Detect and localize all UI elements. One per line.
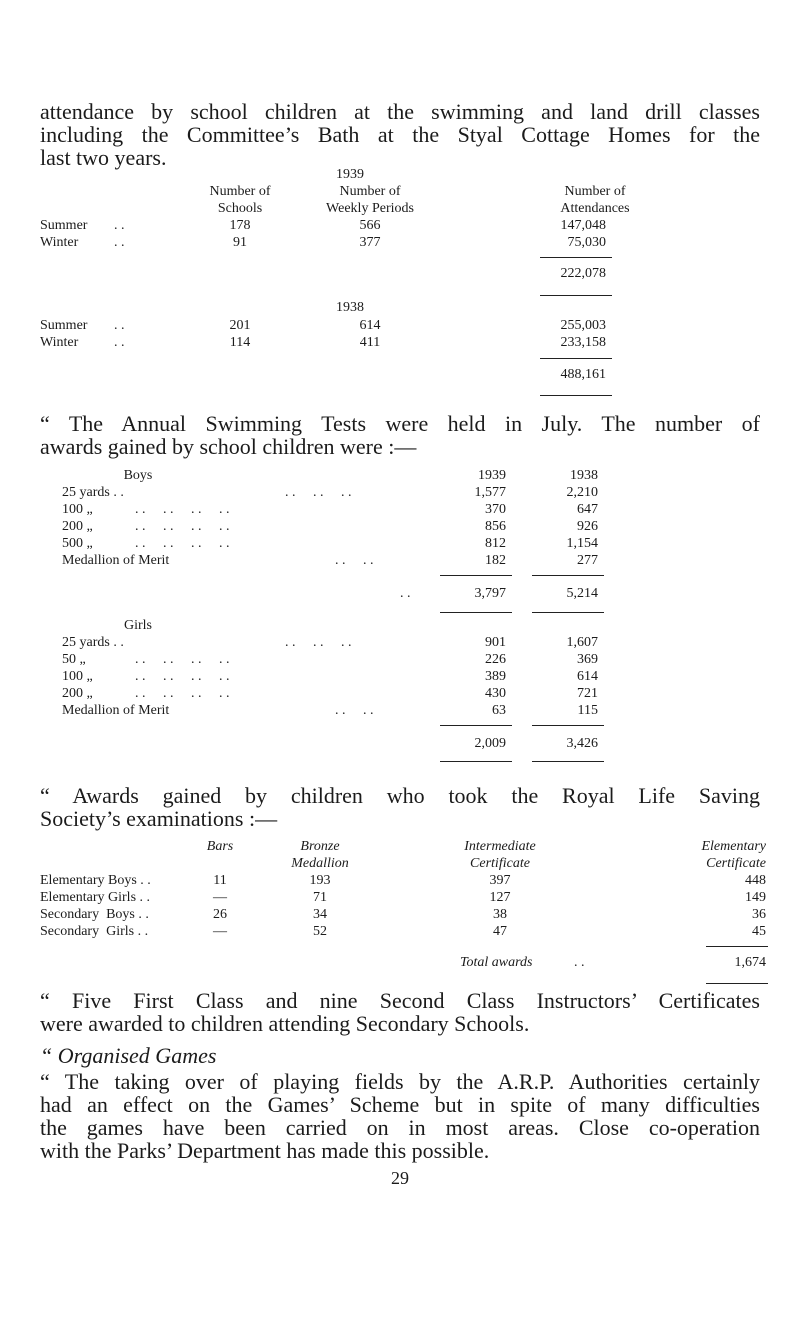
- swimming-intro: [40, 412, 760, 458]
- sum-rule: [532, 575, 604, 576]
- intermediate-value: 38: [493, 907, 507, 922]
- girls-total-1938: 3,426: [566, 736, 598, 751]
- intermediate-value: 47: [493, 924, 507, 939]
- boys-total-1938: 5,214: [566, 586, 598, 601]
- leader-dots: . . . .: [335, 553, 374, 568]
- bronze-value: 52: [313, 924, 327, 939]
- row-label: Elementary Girls . .: [40, 890, 151, 905]
- attendances-value: 147,048: [560, 218, 606, 233]
- organised-games-section: [40, 1044, 760, 1162]
- row-label: 25 yards . .: [62, 485, 124, 500]
- row-label: Secondary Boys . .: [40, 907, 149, 922]
- intro-paragraph: [40, 100, 760, 169]
- year-heading-1938: 1938: [336, 300, 364, 315]
- text-line: with the Parks’ Department has made this possible.: [40, 1138, 490, 1163]
- leader-dots: . .: [114, 235, 125, 250]
- schools-value: 91: [233, 235, 247, 250]
- elementary-value: 448: [745, 873, 766, 888]
- row-label: 50 „: [62, 652, 86, 667]
- value-1939: 226: [485, 652, 506, 667]
- sum-rule: [440, 612, 512, 613]
- value-1939: 63: [492, 703, 506, 718]
- value-1938: 1,154: [566, 536, 598, 551]
- year-heading-1939: 1939: [336, 167, 364, 182]
- periods-value: 614: [359, 318, 381, 333]
- season-label: Summer: [40, 318, 88, 333]
- leader-dots: . . . . . . . .: [135, 652, 230, 667]
- sum-rule: [532, 761, 604, 762]
- sum-rule: [440, 725, 512, 726]
- certificates-paragraph: [40, 989, 760, 1035]
- sum-rule: [532, 612, 604, 613]
- col-header-intermediate-1: Intermediate: [464, 839, 536, 854]
- text-line: “ The Annual Swimming Tests were held in July. The number of: [40, 411, 760, 436]
- leader-dots: . . . . . . . .: [135, 686, 230, 701]
- total-awards-value: 1,674: [734, 955, 766, 970]
- text-line: “ The taking over of playing fields by the A.R.P. Authorities certainly: [40, 1069, 760, 1094]
- sum-rule: [706, 983, 768, 984]
- bars-value: 26: [213, 907, 227, 922]
- row-label: 200 „: [62, 519, 93, 534]
- leader-dots: . .: [574, 955, 585, 970]
- sum-rule: [706, 946, 768, 947]
- text-line: “ Awards gained by children who took the Royal Life Saving: [40, 783, 760, 808]
- value-1939: 370: [485, 502, 506, 517]
- leader-dots: . .: [114, 318, 125, 333]
- row-label: 25 yards . .: [62, 635, 124, 650]
- bronze-value: 71: [313, 890, 327, 905]
- value-1939: 856: [485, 519, 506, 534]
- periods-value: 411: [359, 335, 381, 350]
- attendances-value: 255,003: [560, 318, 606, 333]
- text-line: “ Five First Class and nine Second Class Instructors’ Certificates: [40, 988, 760, 1013]
- leader-dots: . . . .: [335, 703, 374, 718]
- text-line: had an effect on the Games’ Scheme but in spite of many difficulties: [40, 1092, 760, 1117]
- value-1938: 721: [577, 686, 598, 701]
- elementary-value: 36: [752, 907, 766, 922]
- value-1938: 647: [577, 502, 598, 517]
- schools-value: 114: [229, 335, 251, 350]
- attendances-value: 75,030: [567, 235, 606, 250]
- page-number: 29: [391, 1168, 409, 1188]
- row-label: Elementary Boys . .: [40, 873, 151, 888]
- sum-rule: [540, 257, 612, 258]
- intermediate-value: 127: [489, 890, 511, 905]
- col-header-intermediate-2: Certificate: [470, 856, 530, 871]
- total-1939: 222,078: [560, 266, 606, 281]
- value-1939: 430: [485, 686, 506, 701]
- col-header-schools-2: Schools: [217, 201, 263, 216]
- sum-rule: [440, 761, 512, 762]
- col-header-schools-1: Number of: [209, 184, 271, 199]
- leader-dots: . .: [114, 218, 125, 233]
- bronze-value: 193: [309, 873, 331, 888]
- row-label: 500 „: [62, 536, 93, 551]
- value-1939: 901: [485, 635, 506, 650]
- value-1938: 369: [577, 652, 598, 667]
- elementary-value: 45: [752, 924, 766, 939]
- row-label: Secondary Girls . .: [40, 924, 149, 939]
- periods-value: 377: [359, 235, 381, 250]
- bars-value: —: [213, 890, 227, 905]
- value-1938: 926: [577, 519, 598, 534]
- bronze-value: 34: [313, 907, 327, 922]
- section-heading: “ Organised Games: [40, 1043, 217, 1068]
- text-line: last two years.: [40, 145, 167, 170]
- value-1939: 1,577: [474, 485, 506, 500]
- col-header-elementary-2: Certificate: [706, 856, 766, 871]
- rls-intro: [40, 784, 760, 830]
- text-line: attendance by school children at the swimming and land drill classes: [40, 99, 760, 124]
- row-label: 200 „: [62, 686, 93, 701]
- season-label: Winter: [40, 335, 79, 350]
- boys-heading: Boys: [123, 468, 153, 483]
- sum-rule: [540, 358, 612, 359]
- col-header-bronze-1: Bronze: [300, 839, 340, 854]
- sum-rule: [540, 395, 612, 396]
- row-label: Medallion of Merit: [62, 703, 170, 718]
- leader-dots: . . . . . . . .: [135, 536, 230, 551]
- value-1939: 812: [485, 536, 506, 551]
- value-1938: 277: [577, 553, 598, 568]
- col-header-attendances-1: Number of: [564, 184, 626, 199]
- value-1939: 389: [485, 669, 506, 684]
- value-1938: 115: [577, 703, 598, 718]
- leader-dots: . .: [400, 586, 411, 601]
- season-label: Summer: [40, 218, 88, 233]
- row-label: 100 „: [62, 669, 93, 684]
- leader-dots: . . . . . . . .: [135, 669, 230, 684]
- text-line: Society’s examinations :—: [40, 806, 278, 831]
- value-1938: 1,607: [566, 635, 598, 650]
- col-header-1938: 1938: [570, 468, 598, 483]
- col-header-attendances-2: Attendances: [560, 201, 630, 216]
- schools-value: 178: [229, 218, 251, 233]
- total-1938: 488,161: [560, 367, 606, 382]
- intermediate-value: 397: [489, 873, 511, 888]
- total-awards-label: Total awards: [460, 955, 533, 970]
- sum-rule: [540, 295, 612, 296]
- leader-dots: . . . . . .: [285, 485, 352, 500]
- leader-dots: . . . . . . . .: [135, 519, 230, 534]
- row-label: Medallion of Merit: [62, 553, 170, 568]
- leader-dots: . . . . . .: [285, 635, 352, 650]
- col-header-periods-1: Number of: [339, 184, 401, 199]
- leader-dots: . .: [114, 335, 125, 350]
- text-line: including the Committee’s Bath at the Styal Cottage Homes for the: [40, 122, 760, 147]
- col-header-1939: 1939: [478, 468, 506, 483]
- col-header-periods-2: Weekly Periods: [326, 201, 414, 216]
- value-1939: 182: [485, 553, 506, 568]
- bars-value: 11: [213, 873, 227, 888]
- col-header-bars: Bars: [206, 839, 234, 854]
- value-1938: 614: [577, 669, 598, 684]
- text-line: were awarded to children attending Secondary Schools.: [40, 1011, 530, 1036]
- text-line: awards gained by school children were :—: [40, 434, 417, 459]
- periods-value: 566: [359, 218, 381, 233]
- boys-total-1939: 3,797: [474, 586, 506, 601]
- col-header-bronze-2: Medallion: [291, 856, 349, 871]
- schools-value: 201: [229, 318, 251, 333]
- col-header-elementary-1: Elementary: [701, 839, 766, 854]
- attendances-value: 233,158: [560, 335, 606, 350]
- season-label: Winter: [40, 235, 79, 250]
- text-line: the games have been carried on in most areas. Close co-operation: [40, 1115, 760, 1140]
- sum-rule: [440, 575, 512, 576]
- sum-rule: [532, 725, 604, 726]
- elementary-value: 149: [745, 890, 766, 905]
- bars-value: —: [213, 924, 227, 939]
- row-label: 100 „: [62, 502, 93, 517]
- value-1938: 2,210: [566, 485, 598, 500]
- girls-heading: Girls: [124, 618, 152, 633]
- girls-total-1939: 2,009: [474, 736, 506, 751]
- leader-dots: . . . . . . . .: [135, 502, 230, 517]
